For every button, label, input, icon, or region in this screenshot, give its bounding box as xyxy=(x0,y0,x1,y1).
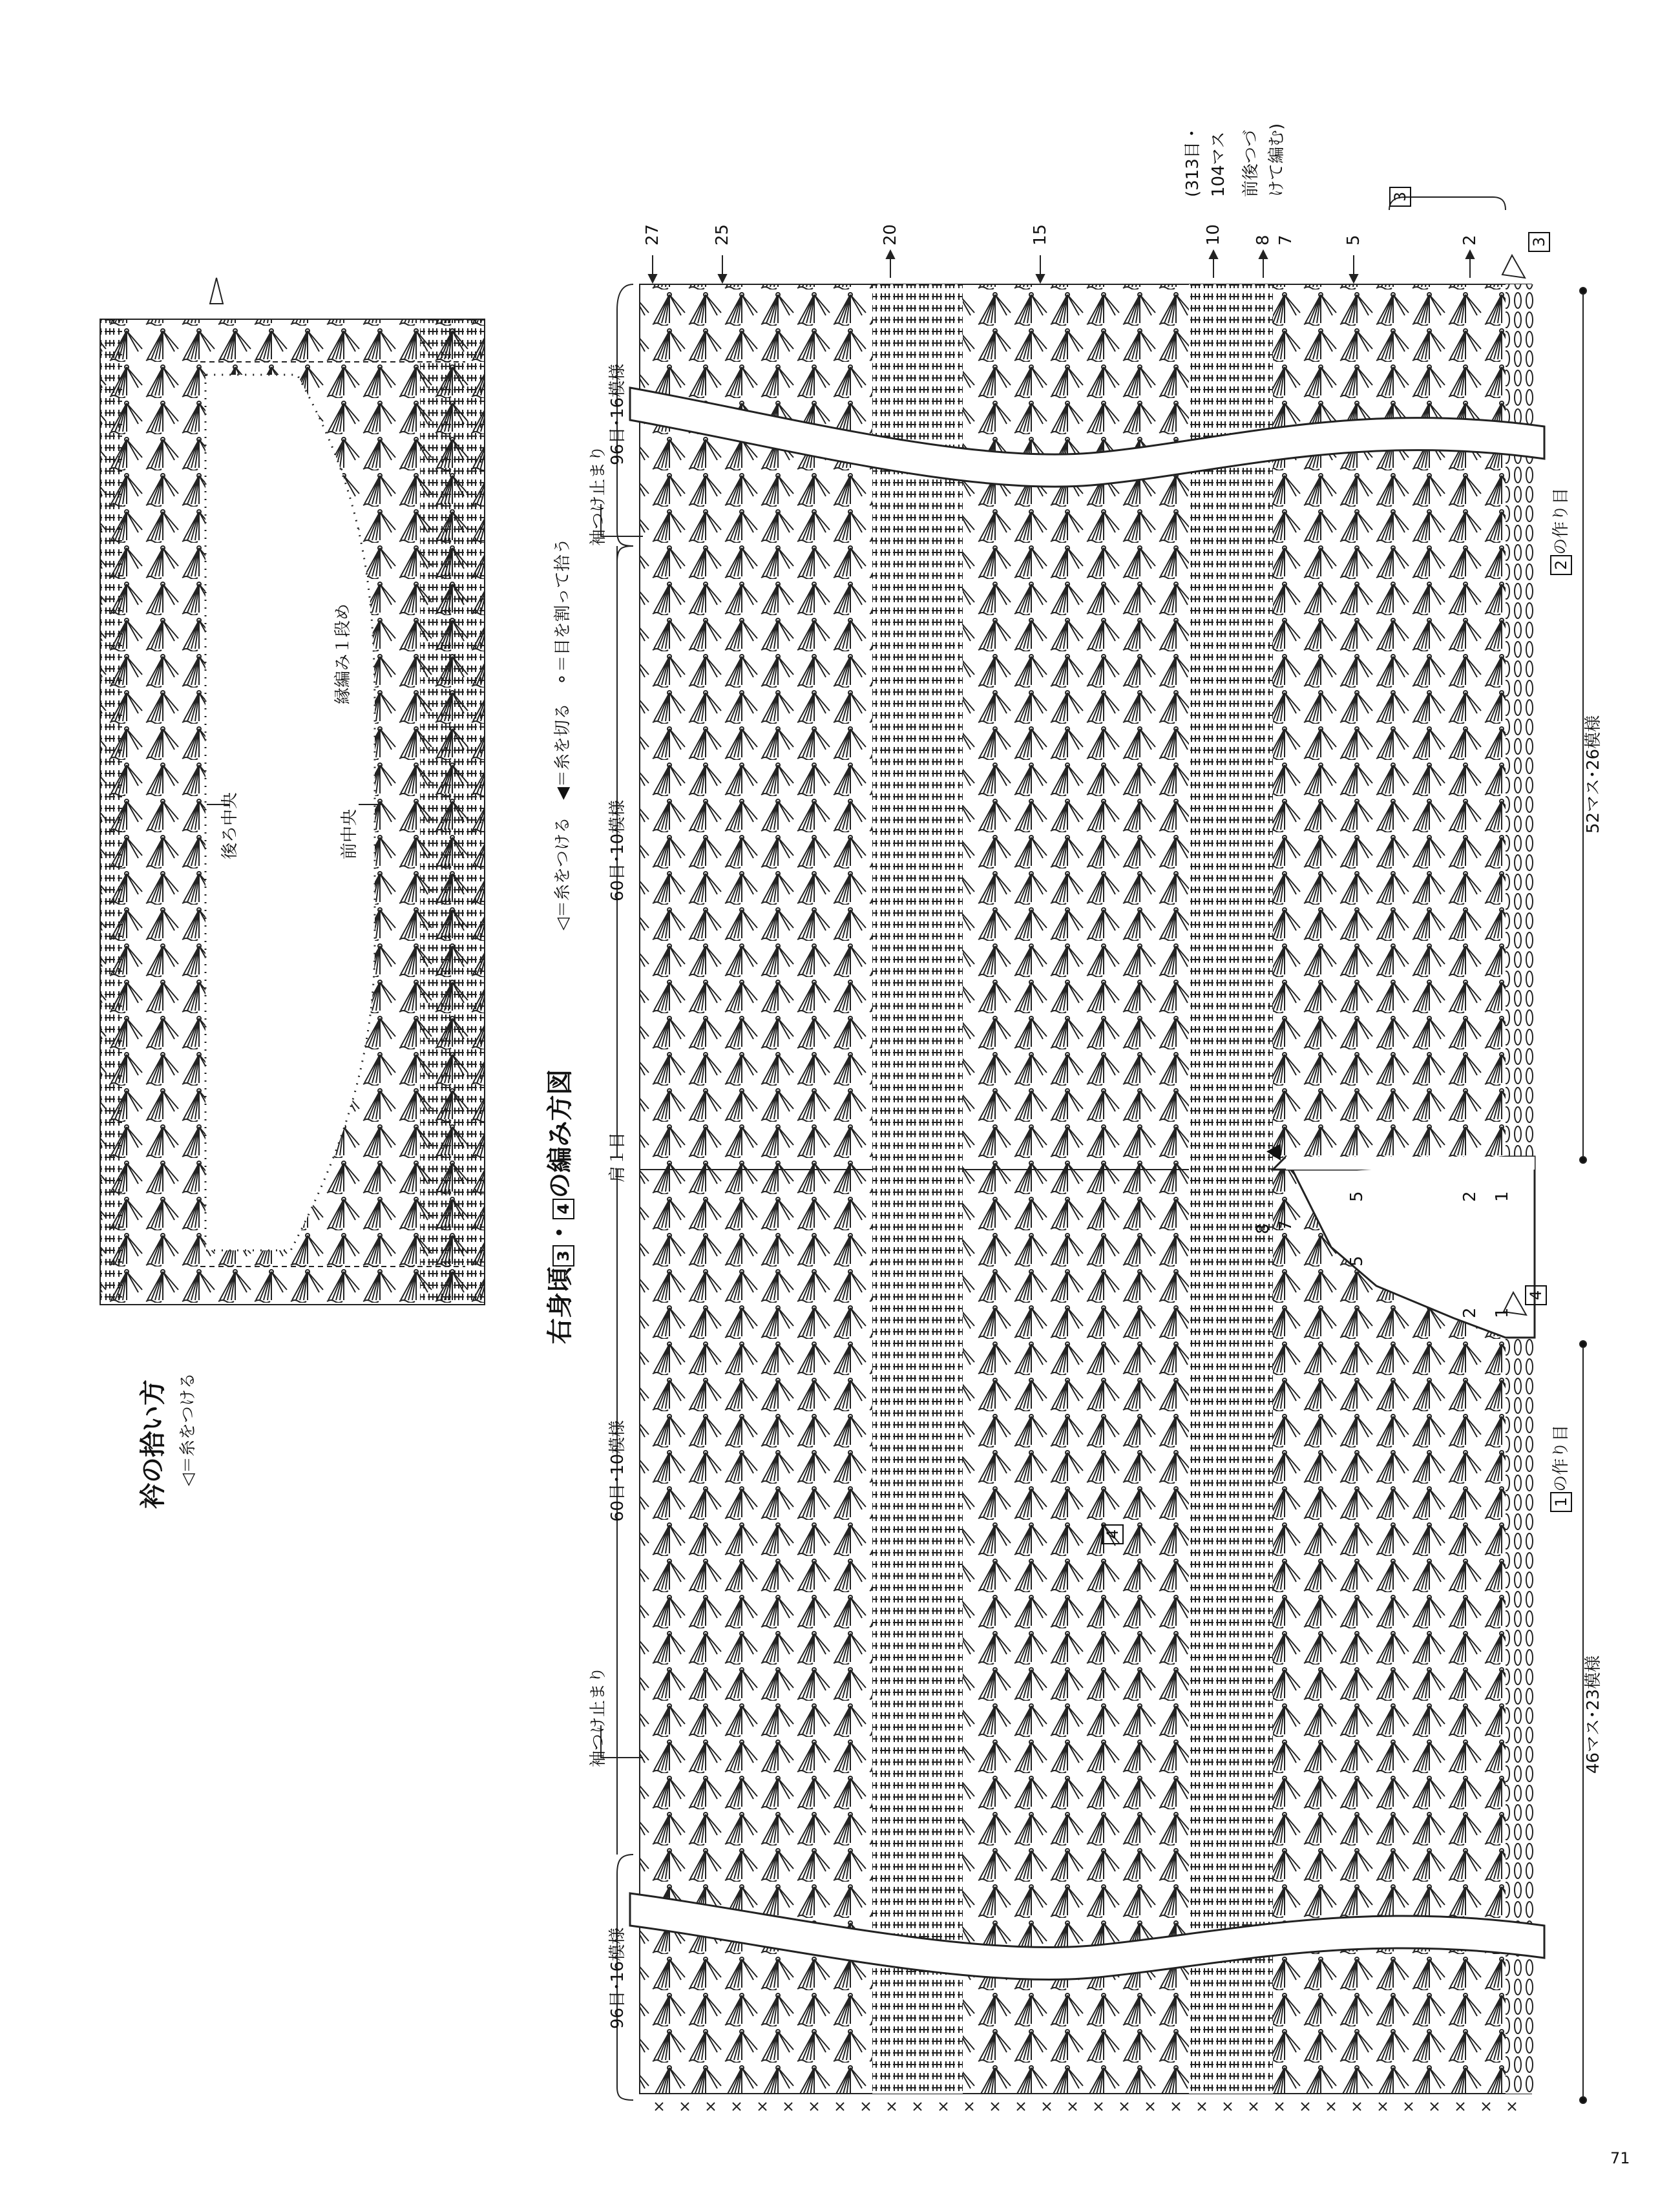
note-line2: 104マス xyxy=(1209,131,1228,197)
chain1-label xyxy=(1548,1425,1572,1512)
main-legend: ◁＝糸をつける ◀＝糸を切る ⚬＝目を割って拾う xyxy=(553,538,572,930)
collar-title: 衿の拾い方 xyxy=(138,1380,168,1509)
box-3-top: 3 xyxy=(1389,187,1411,207)
main-title-sep: ・ xyxy=(545,1219,575,1246)
row-arrows xyxy=(649,251,1474,282)
row-number-5: 5 xyxy=(1344,235,1363,246)
box-4-center: 4 xyxy=(1102,1524,1124,1544)
chain2-box: 2 xyxy=(1550,555,1572,575)
measure-46: 46マス･23模様 xyxy=(1584,1655,1603,1774)
chain2-text: の作り目 xyxy=(1551,487,1571,555)
note-line1: (313目・ xyxy=(1183,125,1202,197)
row-number-15: 15 xyxy=(1031,224,1050,246)
chain1-box: 1 xyxy=(1550,1492,1572,1512)
label-shoulder-row1: 肩１目 xyxy=(608,1131,627,1183)
attach-yarn-icon xyxy=(210,278,223,304)
main-title-prefix: 右身頃 xyxy=(545,1267,575,1344)
measure-52: 52マス･26模様 xyxy=(1584,715,1603,834)
measure-60-top: 60目･10模様 xyxy=(608,799,627,901)
row-number-20: 20 xyxy=(881,224,900,246)
row-number-mid-8: 8 xyxy=(1254,1223,1273,1234)
piece-4-center-marker xyxy=(1102,1524,1124,1544)
piece-3-top-marker xyxy=(1389,187,1411,207)
row-number-mid-2b: 2 xyxy=(1460,1307,1480,1318)
attach-yarn-icon-top xyxy=(1502,255,1525,278)
main-title xyxy=(540,1069,576,1344)
row-number-mid-1b: 1 xyxy=(1493,1307,1512,1318)
main-title-box-a: 3 xyxy=(552,1245,574,1267)
row-number-mid-5: 5 xyxy=(1347,1191,1367,1202)
page-number: 71 xyxy=(1610,2149,1630,2167)
body-chart xyxy=(630,255,1544,2119)
row-number-7: 7 xyxy=(1276,235,1296,246)
box-3-side: 3 xyxy=(1528,232,1550,252)
row-number-mid-2: 2 xyxy=(1460,1191,1480,1202)
measure-60-bottom: 60目･10模様 xyxy=(608,1420,627,1522)
row-number-8: 8 xyxy=(1254,235,1273,246)
box-4-side: 4 xyxy=(1525,1285,1547,1305)
row-number-27: 27 xyxy=(643,224,662,246)
main-title-box-b: 4 xyxy=(552,1199,574,1220)
label-front-center: 前中央 xyxy=(340,808,359,859)
row-number-10: 10 xyxy=(1204,224,1223,246)
label-back-center: 後ろ中央 xyxy=(220,792,240,859)
label-sleeve-stop-bottom: 袖つけ止まり xyxy=(589,1666,608,1767)
piece-3-side-marker xyxy=(1528,232,1550,252)
piece-4-side-marker xyxy=(1525,1285,1547,1305)
label-edge-row1: 縁編み１段め xyxy=(333,603,353,704)
row-number-mid-5b: 5 xyxy=(1347,1256,1367,1267)
measure-96-top: 96目･16模様 xyxy=(608,363,627,465)
row-number-mid-7: 7 xyxy=(1276,1220,1296,1231)
chain2-label xyxy=(1548,488,1572,575)
row-number-mid-1: 1 xyxy=(1493,1191,1512,1202)
label-sleeve-stop-top: 袖つけ止まり xyxy=(589,445,608,546)
measure-96-bottom: 96目･16模様 xyxy=(608,1927,627,2029)
row-number-2: 2 xyxy=(1460,235,1480,246)
collar-legend: ◁＝糸をつける xyxy=(178,1372,198,1486)
chain1-text: の作り目 xyxy=(1551,1424,1571,1492)
collar-chart xyxy=(100,278,485,1305)
row-number-25: 25 xyxy=(713,224,732,246)
note-line3: 前後つづ xyxy=(1241,129,1261,197)
note-line4: けて編む) xyxy=(1267,123,1286,197)
main-title-suffix: の編み方図 xyxy=(545,1069,575,1199)
